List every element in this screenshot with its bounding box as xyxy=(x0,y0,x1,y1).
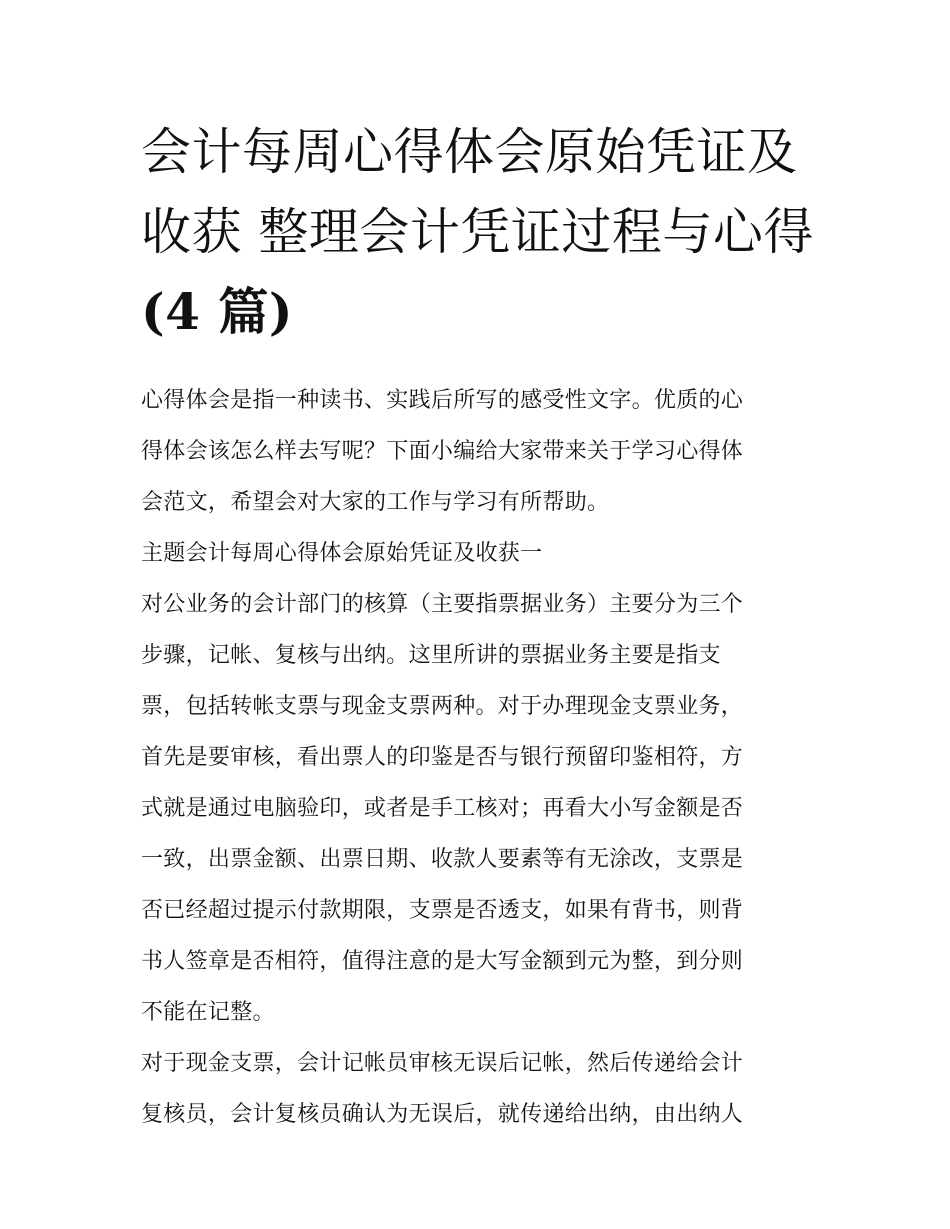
paragraph-line: 一致，出票金额、出票日期、收款人要素等有无涂改，支票是 xyxy=(141,847,744,872)
paragraph-line: 书人签章是否相符，值得注意的是大写金额到元为整，到分则 xyxy=(141,949,744,974)
paragraph-line: 不能在记整。 xyxy=(141,1000,275,1025)
paragraph-line: 对公业务的会计部门的核算（主要指票据业务）主要分为三个 xyxy=(141,592,744,617)
section-heading xyxy=(141,528,811,579)
document-body xyxy=(141,375,811,1140)
body-paragraph xyxy=(141,1038,811,1140)
body-paragraph xyxy=(141,579,811,1038)
paragraph-line: 会范文，希望会对大家的工作与学习有所帮助。 xyxy=(141,490,610,515)
paragraph-line: 式就是通过电脑验印，或者是手工核对；再看大小写金额是否 xyxy=(141,796,744,821)
title-line: (4 篇) xyxy=(141,282,294,341)
paragraph-line: 票，包括转帐支票与现金支票两种。对于办理现金支票业务， xyxy=(141,694,744,719)
paragraph-line: 主题会计每周心得体会原始凭证及收获一 xyxy=(141,541,543,566)
paragraph-line: 首先是要审核，看出票人的印鉴是否与银行预留印鉴相符，方 xyxy=(141,745,744,770)
intro-paragraph xyxy=(141,375,811,528)
paragraph-line: 否已经超过提示付款期限，支票是否透支，如果有背书，则背 xyxy=(141,898,744,923)
document-title xyxy=(141,112,814,352)
paragraph-line: 复核员，会计复核员确认为无误后，就传递给出纳，由出纳人 xyxy=(141,1102,744,1127)
title-line: 会计每周心得体会原始凭证及 xyxy=(141,123,798,181)
paragraph-line: 对于现金支票，会计记帐员审核无误后记帐，然后传递给会计 xyxy=(141,1051,744,1076)
paragraph-line: 得体会该怎么样去写呢？下面小编给大家带来关于学习心得体 xyxy=(141,439,744,464)
paragraph-line: 步骤，记帐、复核与出纳。这里所讲的票据业务主要是指支 xyxy=(141,643,721,668)
title-line: 收获 整理会计凭证过程与心得 xyxy=(141,203,814,261)
paragraph-line: 心得体会是指一种读书、实践后所写的感受性文字。优质的心 xyxy=(141,388,744,413)
document-page xyxy=(141,112,814,1140)
